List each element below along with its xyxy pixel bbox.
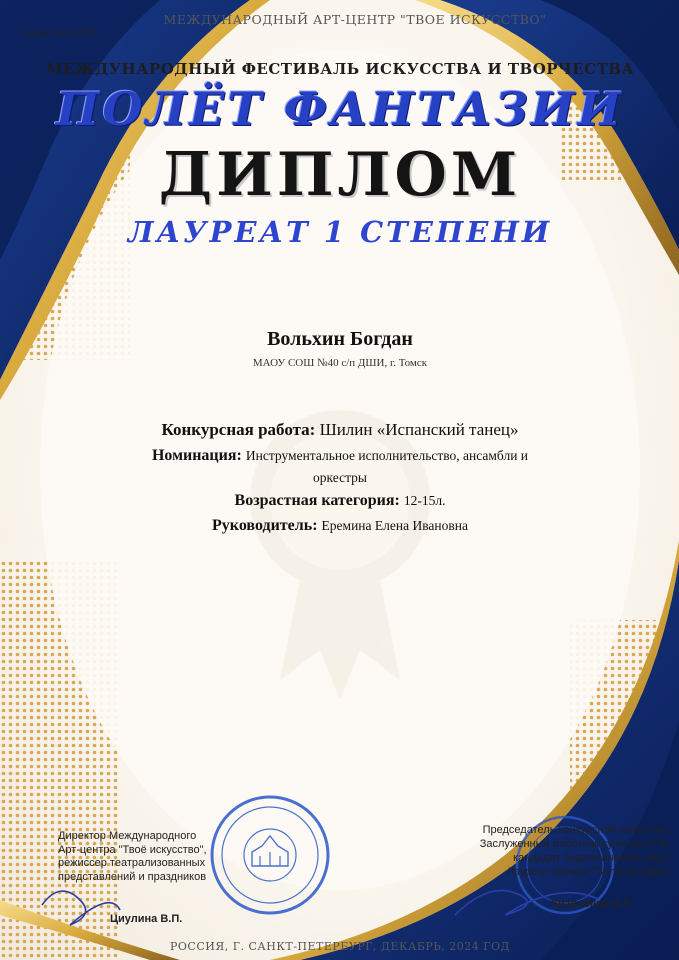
recipient-name: Вольхин Богдан xyxy=(267,328,413,350)
chairman-title-line-3: кандидат педагогических наук, xyxy=(513,852,670,864)
leader-value: Еремина Елена Ивановна xyxy=(321,518,468,533)
chairman-title-line-2: Заслуженный работник культуры РФ, xyxy=(479,838,670,850)
chairman-title-line-1: Председатель конкурсной комиссии, xyxy=(482,824,670,836)
chairman-name: Кравченко Н.Л. xyxy=(551,898,633,910)
nomination-value: Инструментальное исполнительство, ансамбли и xyxy=(245,448,529,463)
age-category-value: 12-15л. xyxy=(403,493,446,508)
nomination-label: Номинация: xyxy=(151,447,242,464)
diploma-title: ДИПЛОМ xyxy=(158,140,522,210)
chairman-title-line-4: Лауреат премии "Золотая идея" xyxy=(506,866,670,878)
series-number: Серия № 81053 xyxy=(22,28,96,39)
festival-title: ПОЛЁТ ФАНТАЗИИ xyxy=(56,82,624,136)
leader-label: Руководитель: xyxy=(212,517,318,534)
festival-subtitle: МЕЖДУНАРОДНЫЙ ФЕСТИВАЛЬ ИСКУССТВА И ТВОРЧЕСТВА xyxy=(45,60,635,78)
laureate-degree: ЛАУРЕАТ 1 СТЕПЕНИ xyxy=(127,215,553,249)
age-category-line xyxy=(60,492,620,510)
chairman-title xyxy=(430,823,670,879)
nomination-line xyxy=(60,447,620,465)
director-title-line-1: Директор Международного xyxy=(58,830,197,842)
location-date: РОССИЯ, Г. САНКТ-ПЕТЕРБУРГ, ДЕКАБРЬ, 2024 ГОД xyxy=(170,940,510,953)
director-title-line-3: режиссер театрализованных xyxy=(58,857,206,869)
competition-work-label: Конкурсная работа: xyxy=(161,420,316,439)
age-category-label: Возрастная категория: xyxy=(234,492,400,509)
director-name: Циулина В.П. xyxy=(110,913,183,925)
art-center-name: МЕЖДУНАРОДНЫЙ АРТ-ЦЕНТР "ТВОЕ ИСКУССТВО" xyxy=(163,12,547,27)
director-title xyxy=(58,830,258,884)
competition-work-value: Шилин «Испанский танец» xyxy=(319,420,519,439)
leader-line xyxy=(60,517,620,535)
recipient-school: МАОУ СОШ №40 с/п ДШИ, г. Томск xyxy=(252,357,428,369)
nomination-value-continued: оркестры xyxy=(313,470,367,485)
director-title-line-2: Арт-центра "Твоё искусство", xyxy=(58,843,207,856)
director-title-line-4: представлений и праздников xyxy=(58,870,207,883)
competition-work-line xyxy=(60,420,620,440)
